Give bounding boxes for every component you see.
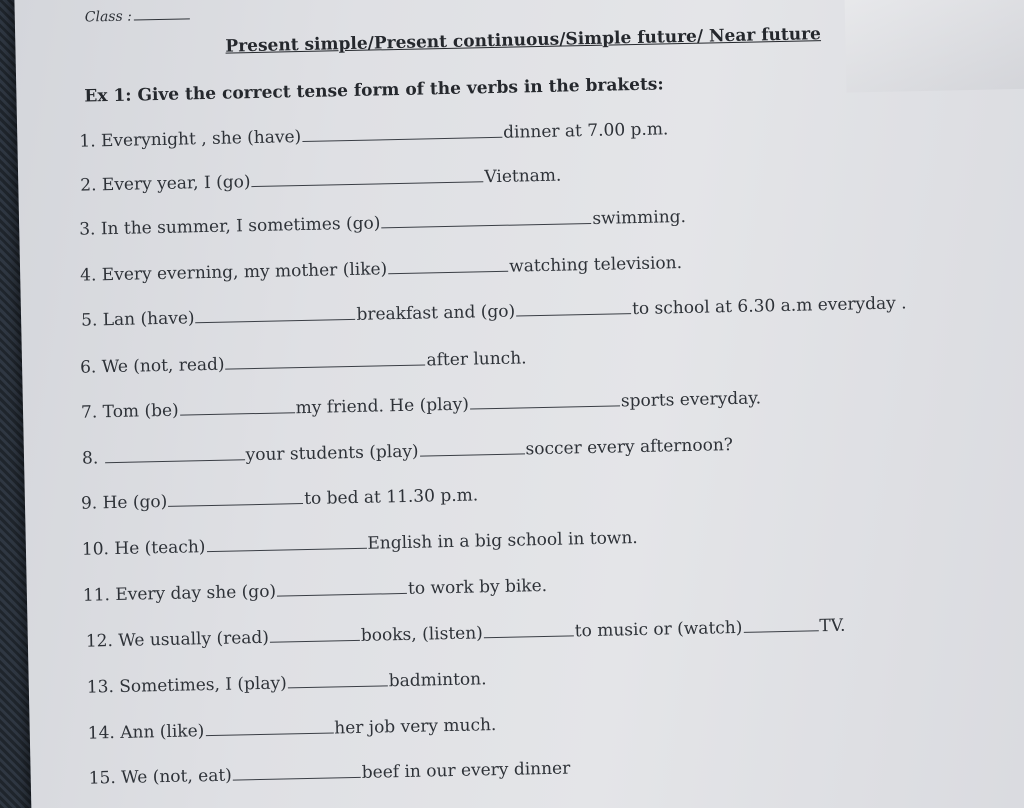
exercise-text: beef in our every dinner [361, 758, 571, 783]
exercise-number: 8. [81, 448, 104, 469]
exercise-number: 4. [79, 265, 103, 286]
class-line [85, 8, 190, 24]
worksheet-title: Present simple/Present continuous/Simple future/ Near future [225, 24, 822, 57]
answer-blank[interactable] [470, 404, 620, 409]
exercise-text: We (not, read) [101, 354, 225, 378]
answer-blank[interactable] [252, 180, 484, 187]
exercise-text: He (go) [102, 491, 168, 514]
exercise-number: 13. [86, 676, 120, 698]
exercise-text: TV. [819, 615, 846, 637]
exercise-number: 3. [79, 219, 102, 240]
exercise-text: breakfast and (go) [356, 301, 516, 325]
exercise-text: Every everning, my mother (like) [101, 259, 388, 286]
exercise-text: Sometimes, I (play) [119, 673, 287, 697]
exercise-item [85, 615, 846, 652]
answer-blank[interactable] [484, 634, 574, 638]
exercise-text: to music or (watch) [574, 617, 743, 642]
exercise-number: 2. [80, 175, 103, 196]
exercise-number: 9. [80, 493, 103, 514]
answer-blank[interactable] [226, 363, 426, 369]
class-label: Class : [84, 8, 133, 26]
exercise-text: badminton. [388, 669, 487, 692]
exercise-text: to work by bike. [407, 575, 548, 599]
exercise-text: We usually (read) [118, 627, 270, 651]
exercise-text: books, (listen) [360, 623, 484, 646]
exercise-item [88, 717, 497, 743]
exercise-text: to bed at 11.30 p.m. [304, 485, 479, 510]
exercise-text: Lan (have) [102, 308, 195, 331]
exercise-text: In the summer, I sometimes (go) [100, 213, 381, 240]
answer-blank[interactable] [205, 731, 333, 736]
exercise-text: Every day she (go) [115, 581, 277, 606]
exercise-item [82, 530, 638, 559]
exercise-item [81, 487, 479, 512]
exercise-text: my friend. He (play) [295, 394, 470, 419]
exercise-item [88, 758, 571, 789]
answer-blank[interactable] [277, 592, 407, 597]
answer-blank[interactable] [233, 776, 361, 781]
exercise-number: 5. [80, 310, 103, 331]
exercise-text: Ann (like) [120, 721, 205, 743]
exercise-item [79, 206, 687, 240]
exercise-text: watching television. [508, 253, 683, 277]
exercise-item [82, 437, 733, 468]
exercise-item [82, 575, 548, 606]
paper-fold [844, 0, 1024, 93]
exercise-number: 10. [81, 539, 115, 560]
exercise-number: 12. [85, 630, 119, 652]
answer-blank[interactable] [105, 458, 245, 463]
exercise-text: her job very much. [334, 715, 497, 739]
answer-blank[interactable] [302, 136, 502, 142]
exercise-text: Tom (be) [102, 400, 179, 423]
exercise-text: sports everyday. [620, 388, 762, 412]
exercise-text: your students (play) [245, 441, 419, 466]
exercise-text: Vietnam. [484, 165, 562, 188]
exercise-item [81, 390, 761, 421]
exercise-text: swimming. [592, 206, 687, 229]
exercise-instruction: Ex 1: Give the correct tense form of the verbs in the brakets: [84, 74, 664, 107]
answer-blank[interactable] [381, 222, 591, 228]
exercise-text: We (not, eat) [120, 765, 233, 788]
exercise-text: to school at 6.30 a.m everyday . [631, 293, 907, 320]
exercise-item [80, 255, 682, 285]
exercise-number: 7. [80, 402, 103, 423]
answer-blank[interactable] [196, 318, 356, 323]
exercise-number: 14. [87, 722, 121, 744]
class-blank [134, 18, 190, 20]
answer-blank[interactable] [180, 411, 295, 415]
exercise-number: 11. [82, 585, 116, 606]
exercise-item [81, 295, 907, 329]
answer-blank[interactable] [743, 629, 818, 633]
exercise-item [80, 165, 562, 196]
answer-blank[interactable] [516, 312, 631, 316]
exercise-text: Everynight , she (have) [100, 127, 302, 152]
worksheet-paper [14, 0, 1024, 808]
exercise-item [80, 350, 527, 376]
answer-blank[interactable] [270, 639, 360, 643]
exercise-number: 1. [79, 131, 102, 152]
exercise-item [79, 121, 668, 150]
answer-blank[interactable] [388, 270, 508, 275]
exercise-item [87, 671, 487, 696]
exercise-text: soccer every afternoon? [525, 435, 734, 460]
answer-blank[interactable] [206, 547, 366, 552]
exercise-number: 15. [88, 767, 122, 789]
exercise-text: dinner at 7.00 p.m. [502, 119, 669, 143]
answer-blank[interactable] [168, 502, 303, 507]
answer-blank[interactable] [288, 684, 388, 688]
exercise-text: Every year, I (go) [101, 172, 251, 196]
exercise-number: 6. [79, 357, 102, 378]
exercise-text: English in a big school in town. [367, 528, 638, 554]
answer-blank[interactable] [420, 452, 525, 456]
exercise-text: after lunch. [426, 348, 527, 371]
exercise-text: He (teach) [114, 537, 206, 560]
